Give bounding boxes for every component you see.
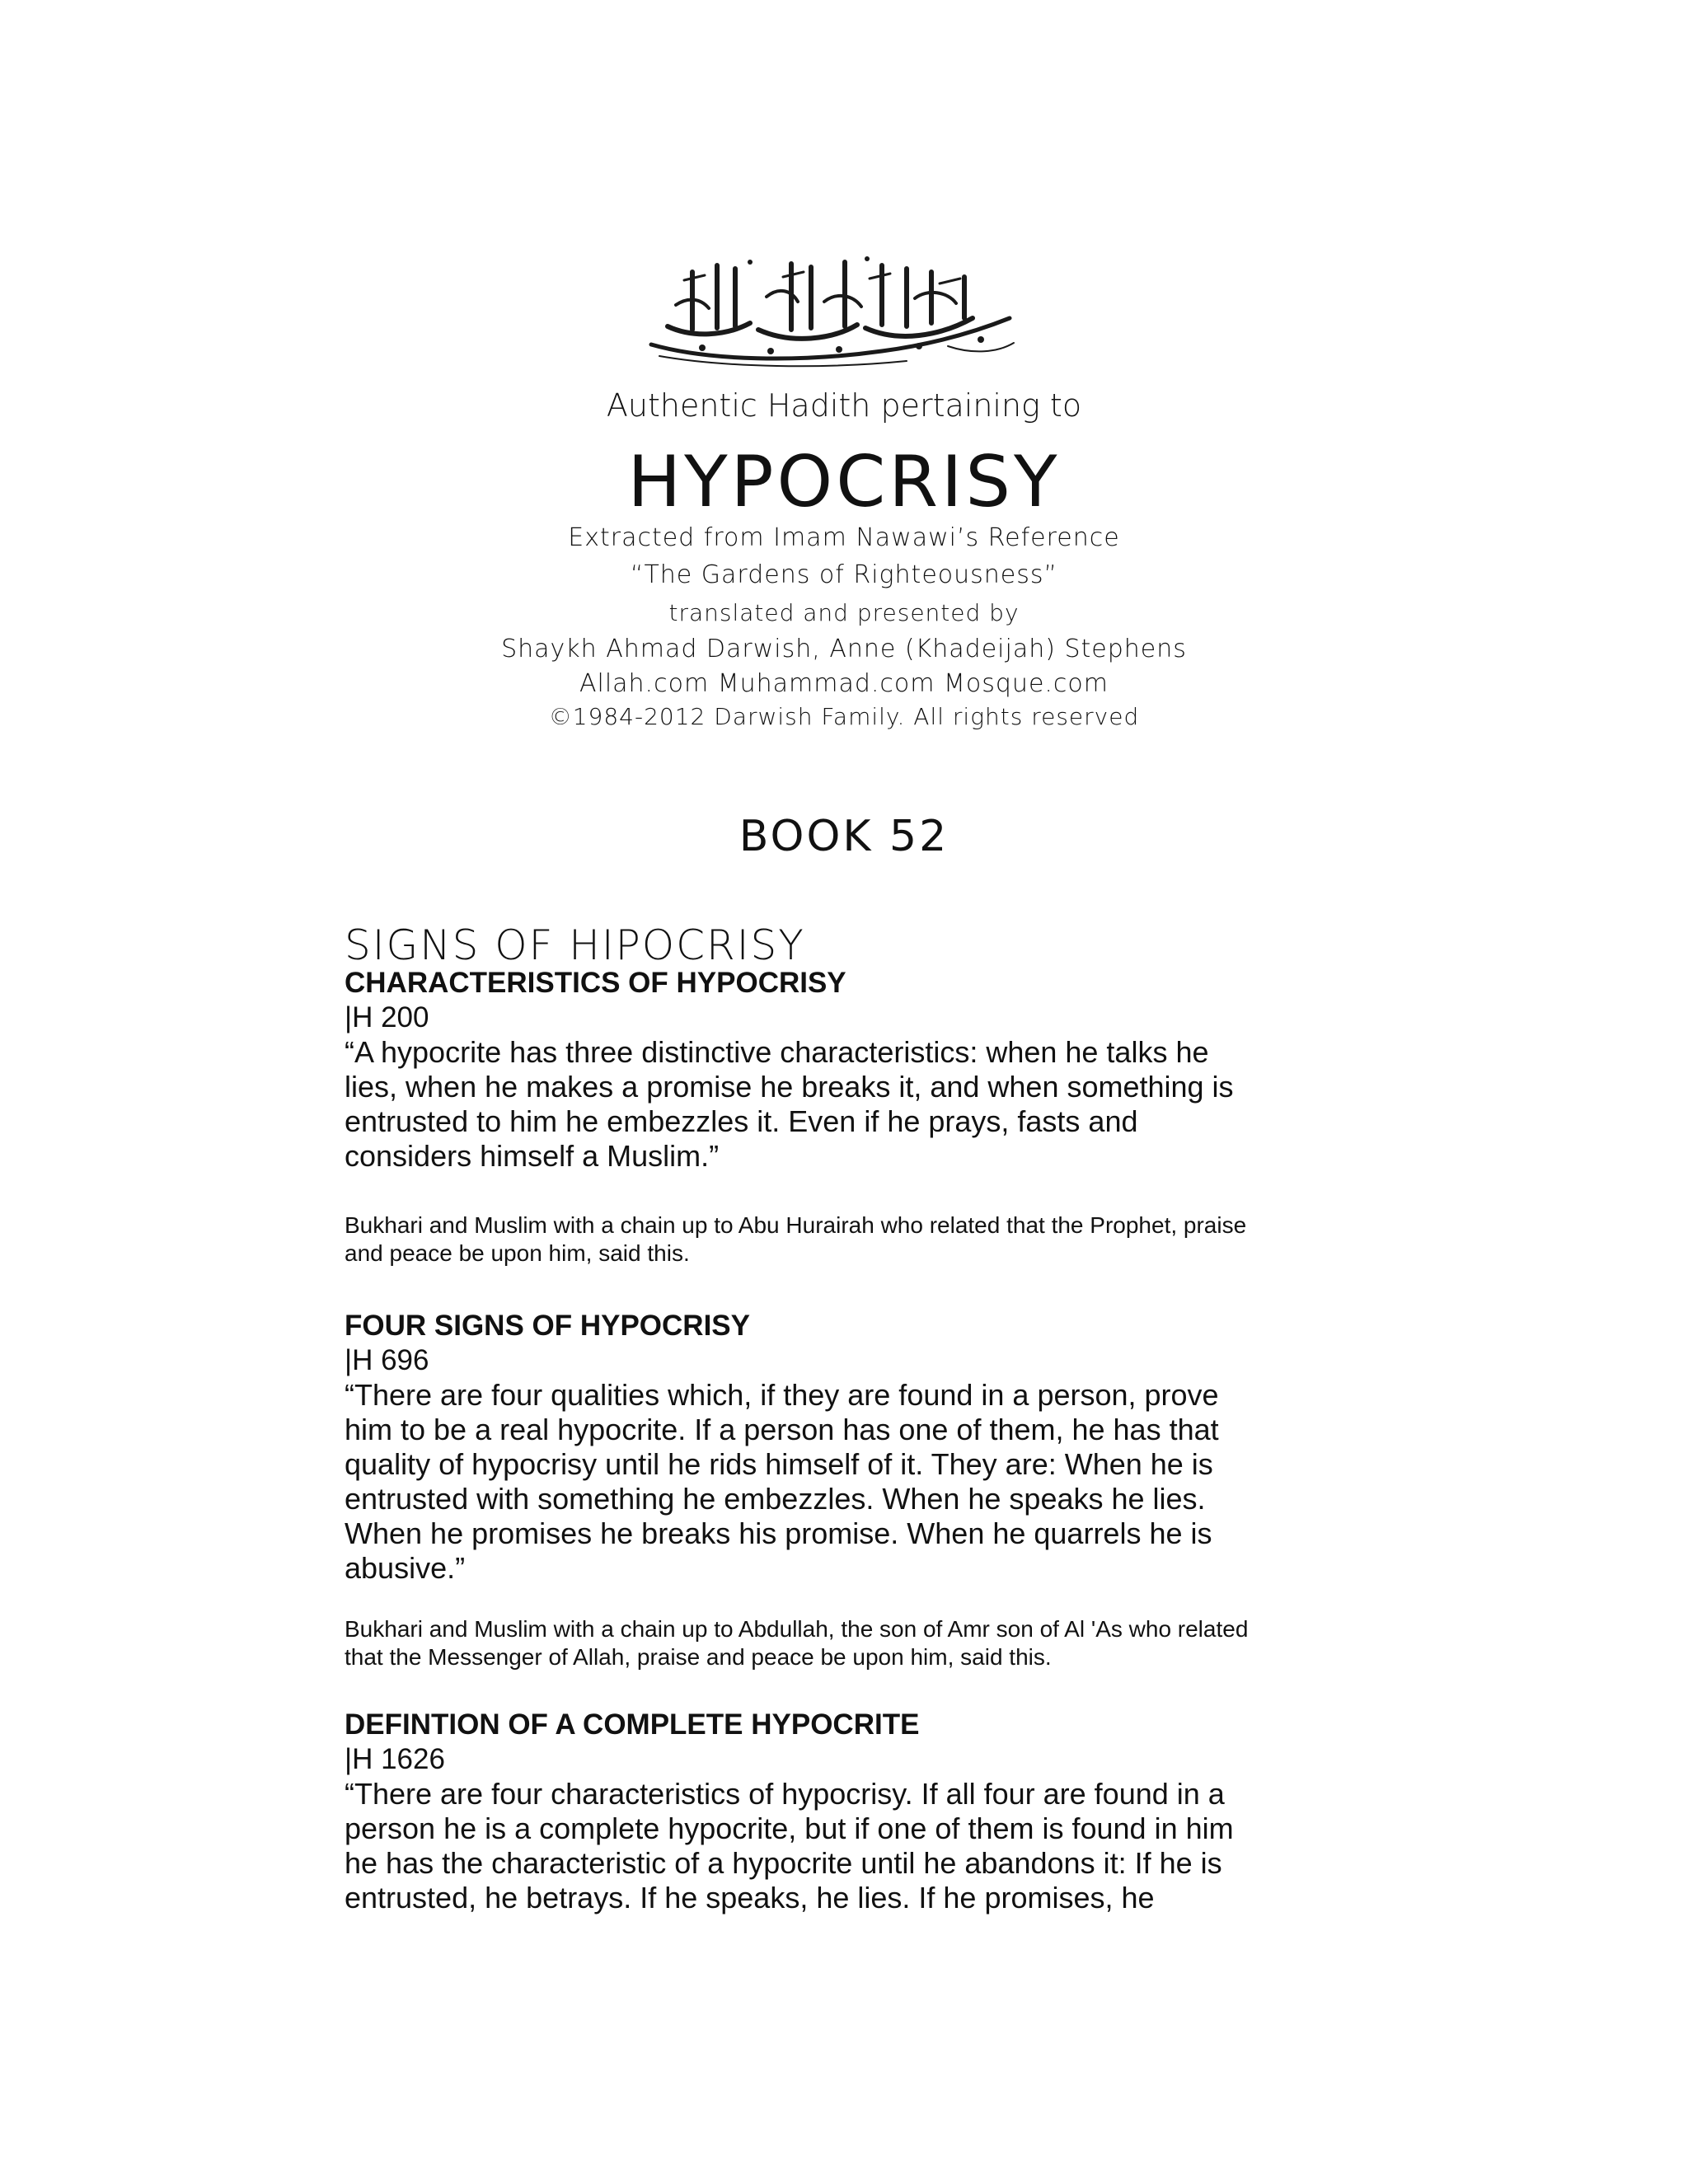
hadith-source: Bukhari and Muslim with a chain up to Abdullah, the son of Amr son of Al 'As who related that the Messenger of Allah, praise and peace be upon him, said this.: [345, 1616, 1249, 1670]
entry-heading: FOUR SIGNS OF HYPOCRISY: [345, 1310, 750, 1342]
book-title-line: “The Gardens of Righteousness”: [630, 560, 1058, 589]
basmala-calligraphy: [635, 247, 1022, 371]
book-number: BOOK 52: [738, 812, 950, 861]
translation-credit-line: translated and presented by: [668, 599, 1020, 626]
hadith-reference: |H 1626: [345, 1743, 445, 1775]
document-title: HYPOCRISY: [627, 441, 1061, 523]
hadith-quote: “There are four characteristics of hypocrisy. If all four are found in a person he is a complete hypocrite, but if one of them is found in him he has the characteristic of a hypocrite until he abandons it: If he is entrusted, he betrays. If he speaks, he lies. If he promises, he: [345, 1777, 1234, 1915]
websites-line: Allah.com Muhammad.com Mosque.com: [579, 669, 1109, 698]
section-title: SIGNS OF HIPOCRISY: [345, 921, 805, 969]
hadith-quote: “A hypocrite has three distinctive characteristics: when he talks he lies, when he makes a promise he breaks it, and when something is entrusted to him he embezzles it. Even if he prays, fasts and considers himself a Muslim.”: [345, 1035, 1234, 1173]
copyright-line: ©1984-2012 Darwish Family. All rights reserved: [548, 703, 1140, 730]
entry-heading: CHARACTERISTICS OF HYPOCRISY: [345, 967, 846, 999]
hadith-quote: “There are four qualities which, if they are found in a person, prove him to be a real hypocrite. If a person has one of them, he has that quality of hypocrisy until he rids himself of it. They are: When he is entrusted with something he embezzles. When he speaks he lies. When he promises he breaks his promise. When he quarrels he is abusive.”: [345, 1378, 1219, 1585]
translators-line: Shaykh Ahmad Darwish, Anne (Khadeijah) Stephens: [501, 635, 1187, 663]
header-subtitle: Authentic Hadith pertaining to: [606, 387, 1082, 424]
entry-heading: DEFINTION OF A COMPLETE HYPOCRITE: [345, 1708, 920, 1741]
source-reference-line: Extracted from Imam Nawawi’s Reference: [568, 523, 1120, 552]
hadith-source: Bukhari and Muslim with a chain up to Abu Hurairah who related that the Prophet, praise and peace be upon him, said this.: [345, 1212, 1247, 1266]
hadith-reference: |H 696: [345, 1344, 429, 1376]
hadith-reference: |H 200: [345, 1001, 429, 1033]
